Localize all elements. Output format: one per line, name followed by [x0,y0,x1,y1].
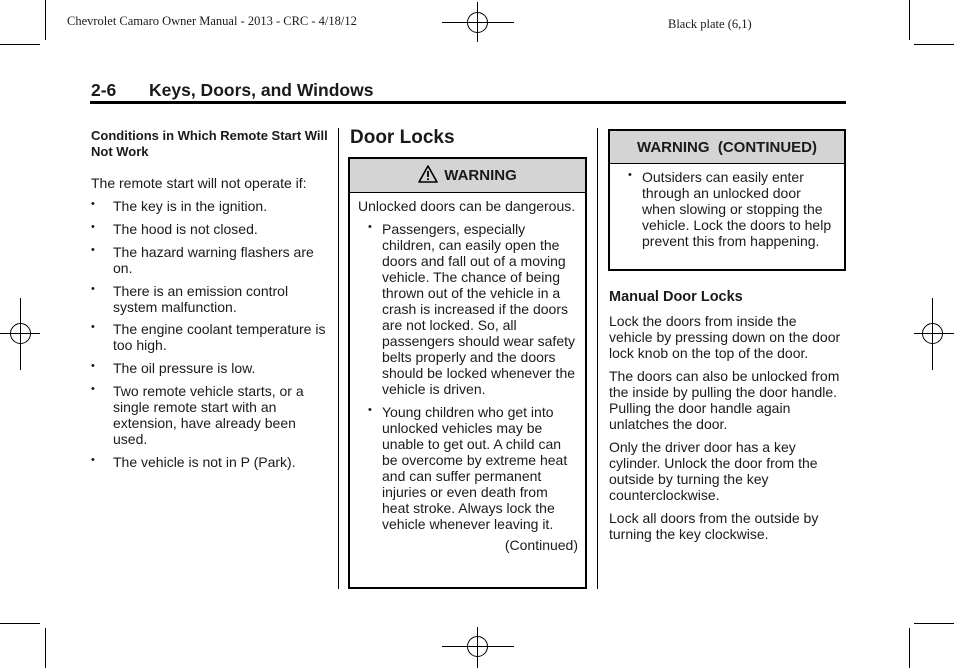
door-locks-heading: Door Locks [350,127,455,148]
column-divider [338,128,339,589]
warning-box [348,157,587,589]
continued-label: (Continued) [504,537,578,553]
plate-label: Black plate (6,1) [668,17,752,31]
remote-start-subheading: Conditions in Which Remote Start Will Not Work [91,128,328,159]
section-rule [90,101,846,104]
crop-mark [0,623,40,624]
right-column [609,289,841,542]
list-item: • The hood is not closed. [91,221,329,237]
warning-triangle-icon [418,162,438,196]
list-item: • Two remote vehicle starts, or a single remote start with an extension, have already been used. [91,383,329,447]
paragraph: Only the driver door has a key cylinder. Unlock the door from the outside by turning the key counterclockwise. [609,439,818,503]
paragraph: Lock the doors from inside the vehicle by pressing down on the door lock knob on the top of the door. [609,313,841,361]
warning-list [358,221,578,532]
crop-mark [914,623,954,624]
crop-mark [45,0,46,40]
crop-mark [0,44,40,45]
paragraph: The doors can also be unlocked from the inside by pulling the door handle. Pulling the door handle again unlatches the door. [609,368,840,432]
warning-continued-box [608,129,846,271]
list-item: • The key is in the ignition. [91,198,329,214]
warning-continued-list [618,169,837,249]
column-divider [597,128,598,589]
warning-body [350,193,585,553]
warning-continued-body [610,164,844,249]
remote-start-intro: The remote start will not operate if: [91,175,307,191]
document-info: Chevrolet Camaro Owner Manual - 2013 - CRC - 4/18/12 [67,14,357,28]
warning-continued-title: WARNING (CONTINUED) [637,139,817,156]
crop-mark [909,628,910,668]
list-item: • The vehicle is not in P (Park). [91,454,329,470]
crop-mark [914,44,954,45]
crop-mark [45,628,46,668]
manual-door-locks-subheading: Manual Door Locks [609,289,743,305]
list-item: • The hazard warning flashers are on. [91,244,329,276]
left-column [91,128,329,470]
crop-mark [909,0,910,40]
section-title: Keys, Doors, and Windows [149,80,374,100]
section-heading [91,80,373,101]
warning-continued-title-bar [610,131,844,164]
list-item: • There is an emission control system malfunction. [91,283,329,315]
list-item: • Passengers, especially children, can easily open the doors and fall out of a moving vehicle. The chance of being thrown out of the vehicle in a crash is increased if the doors are not locked. So, all passengers should wear safety belts properly and the doors should be locked whenever the vehicle is driven. [358,221,578,397]
list-item: • The engine coolant temperature is too high. [91,321,329,353]
remote-start-list [91,198,329,470]
warning-intro: Unlocked doors can be dangerous. [358,198,576,214]
list-item: • Young children who get into unlocked vehicles may be unable to get out. A child can be overcome by extreme heat and can suffer permanent injuries or even death from heat stroke. Always lock the vehicle whenever leaving it. [358,404,578,532]
section-number: 2-6 [91,80,117,100]
list-item: • The oil pressure is low. [91,360,329,376]
warning-title-bar [350,159,585,193]
list-item: • Outsiders can easily enter through an unlocked door when slowing or stopping the vehicle. Lock the doors to help prevent this from happening. [618,169,837,249]
paragraph: Lock all doors from the outside by turning the key clockwise. [609,510,819,542]
warning-title: WARNING [444,167,517,184]
